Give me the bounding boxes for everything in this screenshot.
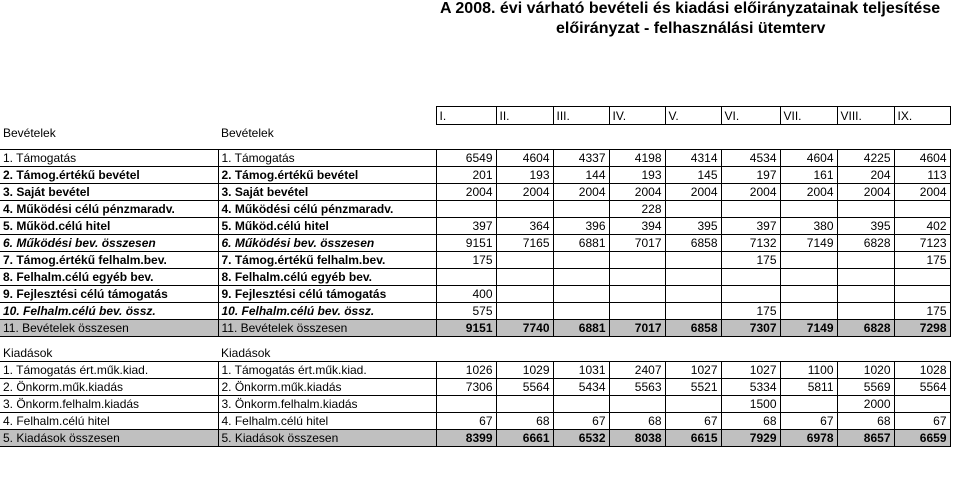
value-cell: 1020 (837, 362, 894, 379)
value-cell: 204 (837, 167, 894, 184)
month-header: I. (436, 107, 496, 125)
value-cell: 1027 (721, 362, 780, 379)
table-row (0, 167, 950, 184)
value-cell: 2004 (665, 184, 721, 201)
empty-cell (837, 141, 894, 150)
value-cell: 4604 (496, 150, 553, 167)
value-cell: 175 (436, 252, 496, 269)
table-row (0, 269, 950, 286)
expense-header-row (0, 345, 950, 362)
table-row (0, 286, 950, 303)
value-cell: 68 (837, 413, 894, 430)
value-cell: 5564 (496, 379, 553, 396)
empty-cell (0, 141, 218, 150)
value-cell: 1027 (665, 362, 721, 379)
value-cell: 4337 (553, 150, 609, 167)
value-cell: 201 (436, 167, 496, 184)
value-cell (553, 201, 609, 218)
value-cell: 2004 (496, 184, 553, 201)
month-header-row (0, 107, 950, 125)
value-cell: 68 (721, 413, 780, 430)
empty-cell (496, 141, 553, 150)
row-label: 3. Önkorm.felhalm.kiadás (218, 396, 436, 413)
value-cell: 7123 (894, 235, 950, 252)
value-cell: 4198 (609, 150, 665, 167)
table-row (0, 396, 950, 413)
row-label: 4. Felhalm.célú hitel (0, 413, 218, 430)
value-cell: 397 (721, 218, 780, 235)
table-row (0, 413, 950, 430)
value-cell: 7017 (609, 320, 665, 337)
section-label: Bevételek (221, 125, 274, 140)
value-cell: 1029 (496, 362, 553, 379)
value-cell (553, 252, 609, 269)
row-label: 4. Működési célú pénzmaradv. (218, 201, 436, 218)
empty-cell (894, 337, 950, 346)
value-cell (496, 201, 553, 218)
empty-cell (436, 345, 496, 362)
value-cell: 400 (436, 286, 496, 303)
value-cell (837, 303, 894, 320)
value-cell: 228 (609, 201, 665, 218)
row-label: 5. Kiadások összesen (218, 430, 436, 447)
empty-cell (218, 337, 436, 346)
value-cell: 6858 (665, 320, 721, 337)
value-cell: 2004 (553, 184, 609, 201)
value-cell (436, 269, 496, 286)
value-cell: 4225 (837, 150, 894, 167)
value-cell: 6978 (780, 430, 837, 447)
empty-cell (609, 125, 665, 142)
value-cell: 67 (665, 413, 721, 430)
row-label: 2. Önkorm.műk.kiadás (0, 379, 218, 396)
empty-cell (894, 345, 950, 362)
expense-total-row (0, 430, 950, 447)
value-cell (553, 286, 609, 303)
empty-cell (553, 125, 609, 142)
value-cell (837, 286, 894, 303)
empty-cell (496, 345, 553, 362)
value-cell: 193 (496, 167, 553, 184)
empty-cell (894, 125, 950, 142)
value-cell: 9151 (436, 320, 496, 337)
empty-cell (780, 125, 837, 142)
value-cell: 175 (721, 303, 780, 320)
table-row (0, 184, 950, 201)
value-cell (665, 252, 721, 269)
value-cell (609, 303, 665, 320)
gap-row (0, 337, 950, 346)
empty-cell (496, 337, 553, 346)
value-cell (780, 252, 837, 269)
value-cell: 8038 (609, 430, 665, 447)
value-cell: 5563 (609, 379, 665, 396)
value-cell: 396 (553, 218, 609, 235)
row-label: 3. Saját bevétel (218, 184, 436, 201)
empty-cell (609, 141, 665, 150)
value-cell: 1500 (721, 396, 780, 413)
empty-cell (721, 337, 780, 346)
row-label: 10. Felhalm.célú bev. össz. (0, 303, 218, 320)
row-label: 3. Saját bevétel (0, 184, 218, 201)
value-cell: 175 (721, 252, 780, 269)
value-cell: 161 (780, 167, 837, 184)
spacer-cell (0, 107, 218, 125)
row-label: 2. Támog.értékű bevétel (0, 167, 218, 184)
value-cell: 7165 (496, 235, 553, 252)
value-cell: 395 (665, 218, 721, 235)
value-cell: 8399 (436, 430, 496, 447)
value-cell (780, 303, 837, 320)
empty-cell (553, 337, 609, 346)
empty-cell (780, 141, 837, 150)
value-cell: 4604 (894, 150, 950, 167)
value-cell: 4534 (721, 150, 780, 167)
row-label: 6. Működési bev. összesen (0, 235, 218, 252)
row-label: 4. Felhalm.célú hitel (218, 413, 436, 430)
value-cell: 145 (665, 167, 721, 184)
value-cell (665, 286, 721, 303)
value-cell: 144 (553, 167, 609, 184)
value-cell: 6828 (837, 320, 894, 337)
table-row (0, 379, 950, 396)
value-cell: 2004 (436, 184, 496, 201)
row-label: 6. Működési bev. összesen (218, 235, 436, 252)
value-cell (496, 303, 553, 320)
value-cell: 6881 (553, 320, 609, 337)
value-cell (553, 396, 609, 413)
value-cell: 2004 (894, 184, 950, 201)
page-title: A 2008. évi várható bevételi és kiadási előirányzatainak teljesítése (440, 0, 941, 17)
income-total-row (0, 320, 950, 337)
value-cell: 2004 (780, 184, 837, 201)
value-cell (837, 269, 894, 286)
row-label: 1. Támogatás ért.műk.kiad. (218, 362, 436, 379)
table-row (0, 303, 950, 320)
value-cell: 2407 (609, 362, 665, 379)
row-label: 7. Támog.értékű felhalm.bev. (218, 252, 436, 269)
empty-cell (665, 337, 721, 346)
value-cell (436, 201, 496, 218)
value-cell: 397 (436, 218, 496, 235)
value-cell (496, 252, 553, 269)
value-cell: 67 (553, 413, 609, 430)
row-label: 1. Támogatás (218, 150, 436, 167)
value-cell (665, 303, 721, 320)
value-cell: 4604 (780, 150, 837, 167)
value-cell (665, 396, 721, 413)
month-header: III. (553, 107, 609, 125)
value-cell: 364 (496, 218, 553, 235)
value-cell: 7929 (721, 430, 780, 447)
month-header: IV. (609, 107, 665, 125)
empty-cell (496, 125, 553, 142)
value-cell: 6881 (553, 235, 609, 252)
value-cell: 7132 (721, 235, 780, 252)
value-cell: 7740 (496, 320, 553, 337)
value-cell: 575 (436, 303, 496, 320)
month-header: VIII. (837, 107, 894, 125)
row-label: 10. Felhalm.célú bev. össz. (218, 303, 436, 320)
month-header: VII. (780, 107, 837, 125)
value-cell: 5521 (665, 379, 721, 396)
value-cell: 6659 (894, 430, 950, 447)
value-cell: 7017 (609, 235, 665, 252)
value-cell: 394 (609, 218, 665, 235)
table-row (0, 150, 950, 167)
section-label: Kiadások (221, 346, 271, 360)
value-cell: 6828 (837, 235, 894, 252)
value-cell: 5564 (894, 379, 950, 396)
value-cell: 7298 (894, 320, 950, 337)
empty-cell (436, 125, 496, 142)
section-label: Bevételek (3, 125, 56, 140)
value-cell: 67 (894, 413, 950, 430)
value-cell: 1100 (780, 362, 837, 379)
value-cell (894, 269, 950, 286)
value-cell (837, 201, 894, 218)
value-cell (609, 286, 665, 303)
empty-cell (837, 125, 894, 142)
value-cell: 5434 (553, 379, 609, 396)
value-cell (496, 269, 553, 286)
value-cell: 2004 (721, 184, 780, 201)
value-cell: 2004 (609, 184, 665, 201)
value-cell: 5334 (721, 379, 780, 396)
value-cell (894, 201, 950, 218)
value-cell (780, 269, 837, 286)
value-cell (721, 201, 780, 218)
value-cell: 7307 (721, 320, 780, 337)
row-label: 1. Támogatás (0, 150, 218, 167)
table-row (0, 362, 950, 379)
empty-cell (780, 337, 837, 346)
row-label: 9. Fejlesztési célú támogatás (218, 286, 436, 303)
value-cell: 6661 (496, 430, 553, 447)
value-cell: 402 (894, 218, 950, 235)
empty-cell (218, 141, 436, 150)
value-cell: 193 (609, 167, 665, 184)
value-cell: 67 (436, 413, 496, 430)
value-cell (780, 286, 837, 303)
empty-cell (665, 125, 721, 142)
value-cell (894, 286, 950, 303)
empty-cell (436, 141, 496, 150)
value-cell (609, 252, 665, 269)
value-cell (780, 396, 837, 413)
month-header: IX. (894, 107, 950, 125)
value-cell (780, 201, 837, 218)
value-cell (496, 286, 553, 303)
value-cell (436, 396, 496, 413)
value-cell: 6615 (665, 430, 721, 447)
empty-cell (665, 345, 721, 362)
empty-cell (665, 141, 721, 150)
value-cell (609, 269, 665, 286)
value-cell (721, 286, 780, 303)
value-cell: 4314 (665, 150, 721, 167)
row-label: 5. Működ.célú hitel (218, 218, 436, 235)
empty-cell (609, 337, 665, 346)
value-cell (609, 396, 665, 413)
row-label: 5. Működ.célú hitel (0, 218, 218, 235)
row-label: 8. Felhalm.célú egyéb bev. (0, 269, 218, 286)
empty-cell (553, 345, 609, 362)
value-cell (496, 396, 553, 413)
row-label: 1. Támogatás ért.műk.kiad. (0, 362, 218, 379)
empty-cell (837, 337, 894, 346)
value-cell (665, 201, 721, 218)
empty-cell (721, 125, 780, 142)
value-cell: 1028 (894, 362, 950, 379)
row-label: 9. Fejlesztési célú támogatás (0, 286, 218, 303)
value-cell: 175 (894, 303, 950, 320)
budget-table (0, 106, 951, 447)
value-cell (837, 252, 894, 269)
empty-cell (721, 345, 780, 362)
value-cell: 8657 (837, 430, 894, 447)
row-label: 11. Bevételek összesen (0, 320, 218, 337)
month-header: II. (496, 107, 553, 125)
value-cell (665, 269, 721, 286)
value-cell: 5811 (780, 379, 837, 396)
page-subtitle: előirányzat - felhasználási ütemterv (556, 20, 826, 37)
row-label: 11. Bevételek összesen (218, 320, 436, 337)
table-row (0, 218, 950, 235)
value-cell: 5569 (837, 379, 894, 396)
table-row (0, 235, 950, 252)
value-cell: 6532 (553, 430, 609, 447)
empty-cell (609, 345, 665, 362)
value-cell: 2004 (837, 184, 894, 201)
value-cell (553, 269, 609, 286)
empty-cell (837, 345, 894, 362)
value-cell (553, 303, 609, 320)
row-label: 4. Működési célú pénzmaradv. (0, 201, 218, 218)
value-cell: 9151 (436, 235, 496, 252)
value-cell: 68 (609, 413, 665, 430)
value-cell: 68 (496, 413, 553, 430)
month-header: VI. (721, 107, 780, 125)
value-cell: 380 (780, 218, 837, 235)
value-cell (894, 396, 950, 413)
spacer-cell (218, 107, 436, 125)
empty-cell (553, 141, 609, 150)
value-cell: 2000 (837, 396, 894, 413)
empty-cell (0, 337, 218, 346)
value-cell: 67 (780, 413, 837, 430)
month-header: V. (665, 107, 721, 125)
value-cell (721, 269, 780, 286)
empty-cell (894, 141, 950, 150)
value-cell: 7306 (436, 379, 496, 396)
value-cell: 1031 (553, 362, 609, 379)
row-label: 3. Önkorm.felhalm.kiadás (0, 396, 218, 413)
empty-cell (721, 141, 780, 150)
income-header-row (0, 125, 950, 142)
row-label: 5. Kiadások összesen (0, 430, 218, 447)
value-cell: 197 (721, 167, 780, 184)
value-cell: 395 (837, 218, 894, 235)
section-label: Kiadások (3, 346, 53, 360)
empty-cell (436, 337, 496, 346)
value-cell: 6858 (665, 235, 721, 252)
table-row (0, 201, 950, 218)
row-label: 8. Felhalm.célú egyéb bev. (218, 269, 436, 286)
value-cell: 113 (894, 167, 950, 184)
row-label: 2. Támog.értékű bevétel (218, 167, 436, 184)
empty-cell (780, 345, 837, 362)
value-cell: 7149 (780, 235, 837, 252)
table-row (0, 252, 950, 269)
value-cell: 1026 (436, 362, 496, 379)
value-cell: 6549 (436, 150, 496, 167)
row-label: 7. Támog.értékű felhalm.bev. (0, 252, 218, 269)
value-cell: 7149 (780, 320, 837, 337)
value-cell: 175 (894, 252, 950, 269)
row-label: 2. Önkorm.műk.kiadás (218, 379, 436, 396)
gap-row (0, 141, 950, 150)
